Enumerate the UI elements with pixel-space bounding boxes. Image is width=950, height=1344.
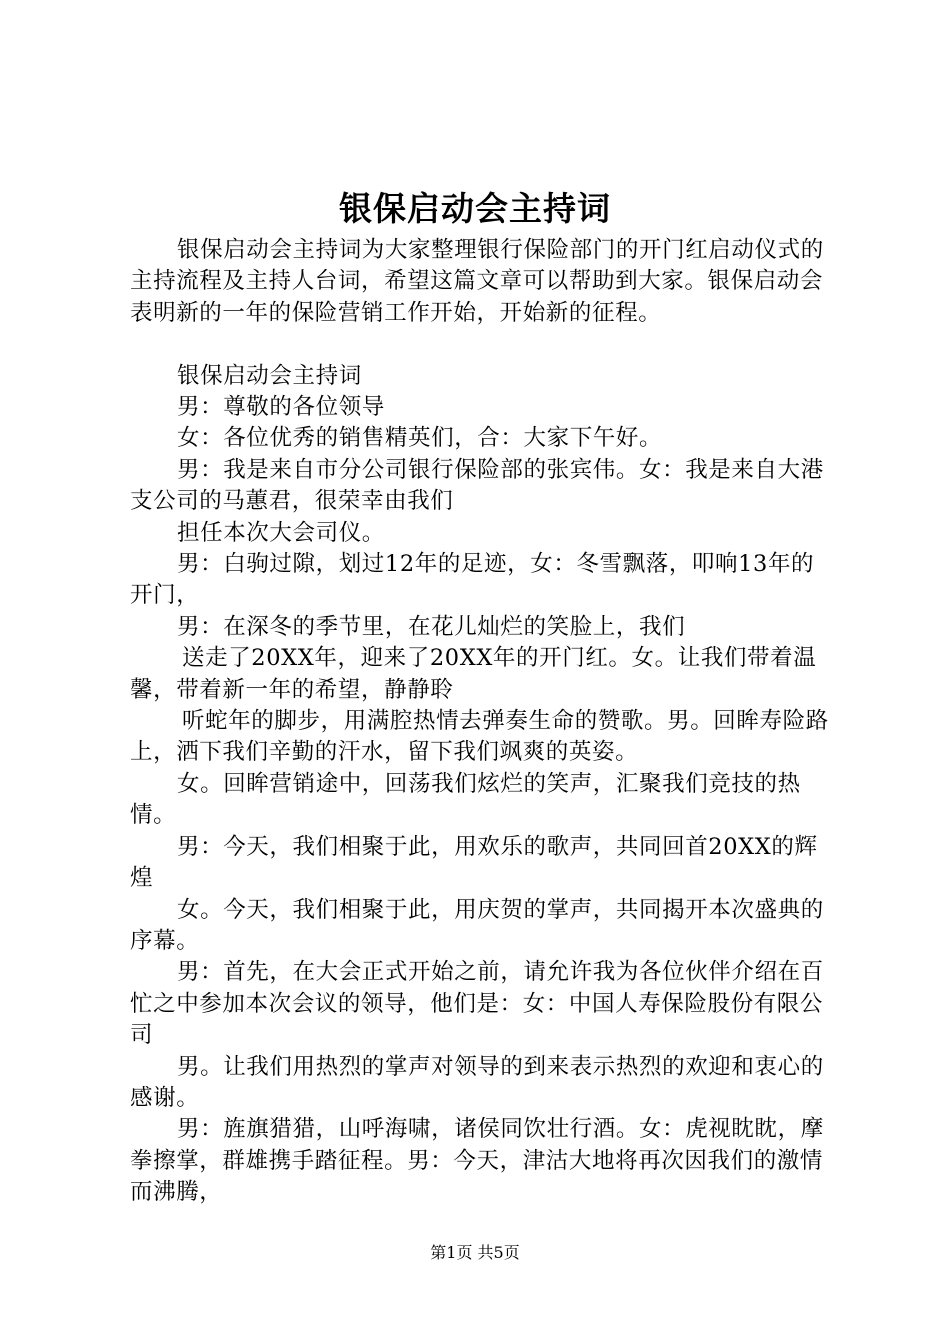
paragraph: 男：在深冬的季节里，在花儿灿烂的笑脸上，我们 [177,613,686,640]
page-number-footer: 第1页 共5页 [430,1243,520,1262]
paragraph: 女。今天，我们相聚于此，用庆贺的掌声，共同揭开本次盛典的序幕。 [130,896,824,954]
paragraph: 女：各位优秀的销售精英们，合：大家下午好。 [177,425,663,452]
paragraph: 男：今天，我们相聚于此，用欢乐的歌声，共同回首20XX的辉煌 [130,833,818,892]
paragraph: 银保启动会主持词 [177,362,362,389]
paragraph: 送走了20XX年，迎来了20XX年的开门红。女。让我们带着温馨，带着新一年的希望，静静聆 [130,645,817,703]
paragraph: 男：旌旗猎猎，山呼海啸，诸侯同饮壮行酒。女：虎视眈眈，摩拳擦掌，群雄携手踏征程。男：今天，津沽大地将再次因我们的激情而沸腾， [130,1116,824,1206]
paragraph: 男。让我们用热烈的掌声对领导的到来表示热烈的欢迎和衷心的感谢。 [130,1053,824,1111]
paragraph: 男：尊敬的各位领导 [177,394,385,421]
intro-paragraph: 银保启动会主持词为大家整理银行保险部门的开门红启动仪式的主持流程及主持人台词，希望这篇文章可以帮助到大家。银保启动会表明新的一年的保险营销工作开始，开始新的征程。 [130,237,824,326]
paragraph: 男：我是来自市分公司银行保险部的张宾伟。女：我是来自大港支公司的马蕙君，很荣幸由我们 [130,456,824,515]
paragraph: 女。回眸营销途中，回荡我们炫烂的笑声，汇聚我们竞技的热情。 [130,770,801,829]
paragraph: 担任本次大会司仪。 [177,519,385,546]
paragraph: 男：首先，在大会正式开始之前，请允许我为各位伙伴介绍在百忙之中参加本次会议的领导，他们是：女：中国人寿保险股份有限公司 [130,959,824,1049]
document-title: 银保启动会主持词 [339,189,611,228]
paragraph: 男：白驹过隙，划过12年的足迹，女：冬雪飘落，叩响13年的开门， [130,551,815,609]
paragraph: 听蛇年的脚步，用满腔热情去弹奏生命的赞歌。男。回眸寿险路上，洒下我们辛勤的汗水，留下我们飒爽的英姿。 [130,708,829,766]
document-body [130,235,830,1209]
